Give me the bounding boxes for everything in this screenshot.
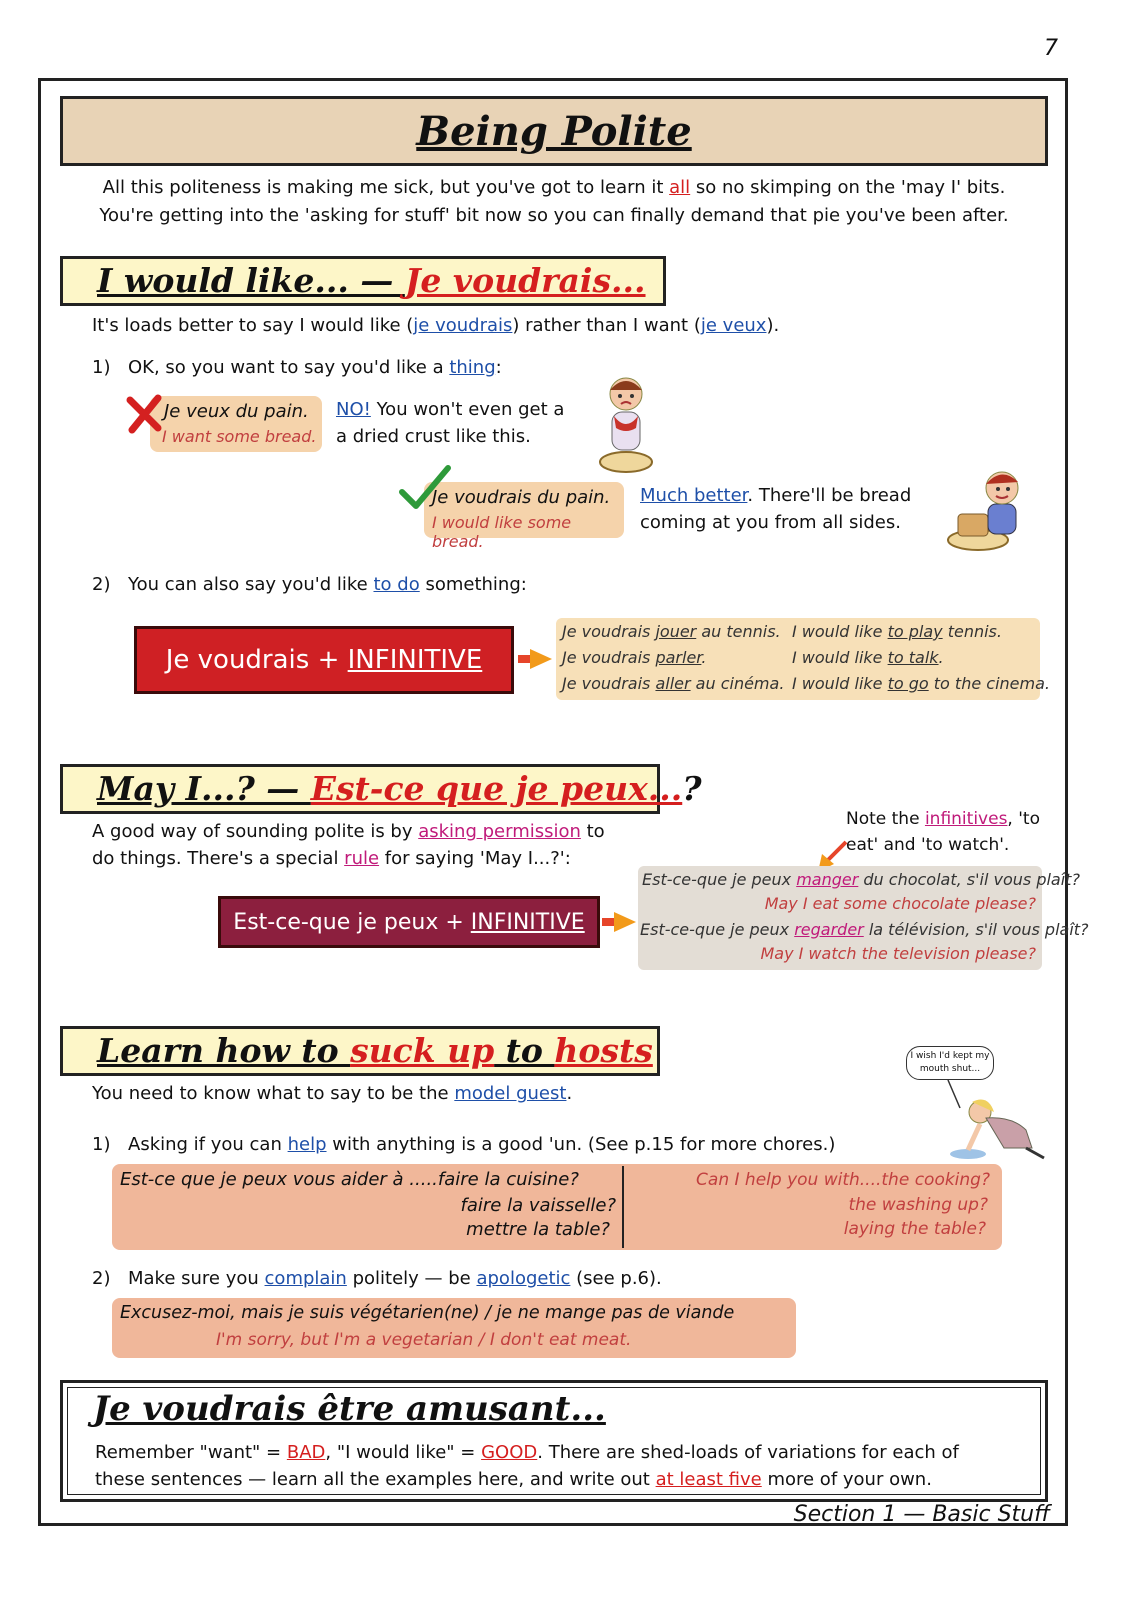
cross-icon <box>124 394 164 434</box>
t: Est-ce-que je peux <box>642 870 797 889</box>
example-fr <box>642 870 1080 889</box>
example-fr <box>640 920 1089 939</box>
section-heading-hosts <box>60 1026 660 1076</box>
good-example-box <box>424 482 624 551</box>
t: manger <box>796 870 859 889</box>
bad-example-english: I want some bread. <box>162 427 317 446</box>
t: Remember "want" = <box>95 1442 287 1463</box>
t: jouer <box>655 622 697 641</box>
t: rule <box>344 848 380 869</box>
t: regarder <box>794 920 864 939</box>
heading-part: to <box>494 1031 555 1070</box>
formula-box-peux <box>218 896 600 948</box>
t: parler <box>655 648 702 667</box>
t: Je voudrais <box>562 674 656 693</box>
example-en <box>792 648 944 667</box>
example-en <box>792 674 1050 693</box>
t: I would like <box>792 648 888 667</box>
t: I would like <box>792 622 888 641</box>
t: aller <box>655 674 691 693</box>
help-en-line: Can I help you with....the cooking? <box>696 1170 990 1190</box>
text: ) rather than I want ( <box>512 315 701 336</box>
infinitive-note-line2: eat' and 'to watch'. <box>846 835 1010 855</box>
section-heading-may-i <box>60 764 702 814</box>
heading-part: May I...? — <box>97 769 311 808</box>
example-en: May I watch the television please? <box>760 944 1036 963</box>
link-text: to do <box>373 574 420 595</box>
link-text: je voudrais <box>413 315 513 336</box>
section2-lead-line1 <box>92 818 605 845</box>
summary-line1 <box>95 1439 959 1466</box>
t: to the cinema. <box>928 674 1050 693</box>
t: Je voudrais <box>562 622 656 641</box>
intro-text <box>60 174 1048 230</box>
t: model guest <box>454 1083 567 1104</box>
heading-part: I would like... — <box>97 261 405 300</box>
point-number: 1) <box>92 1134 111 1155</box>
t: . <box>701 648 707 667</box>
formula-infinitive: INFINITIVE <box>470 909 585 935</box>
help-fr-line: mettre la table? <box>466 1219 610 1240</box>
t: politely — be <box>346 1268 477 1289</box>
arrow-right-icon <box>614 912 636 932</box>
intro-line1-c: so no skimping on the 'may I' bits. <box>690 177 1006 198</box>
t: I would like <box>792 674 888 693</box>
good-example-french: Je voudrais du pain. <box>432 487 611 508</box>
t: la télévision, s'il vous plaît? <box>863 920 1089 939</box>
intro-all: all <box>669 177 691 198</box>
link-text: thing <box>449 357 496 378</box>
t: Make sure you <box>128 1268 265 1289</box>
infinitive-note-line1 <box>846 806 1040 833</box>
crying-child-illustration <box>596 370 658 474</box>
section1-point2 <box>92 571 527 598</box>
section-heading-would-like <box>60 256 666 306</box>
heading-part: Est-ce que je peux... <box>310 769 683 808</box>
t: to play <box>887 622 943 641</box>
example-fr <box>562 674 784 693</box>
text: something: <box>419 574 527 595</box>
t: Je voudrais <box>562 648 656 667</box>
speech-bubble-text: I wish I'd kept my mouth shut... <box>910 1051 990 1074</box>
section-footer: Section 1 — Basic Stuff <box>793 1502 1050 1527</box>
heading-part: ? <box>682 769 702 808</box>
summary-heading: Je voudrais être amusant... <box>93 1389 606 1429</box>
help-fr-line: Est-ce que je peux vous aider à .....faire la cuisine? <box>120 1169 579 1190</box>
child-with-bread-illustration <box>944 464 1028 552</box>
section3-point1 <box>92 1131 835 1158</box>
bad-example-box <box>150 396 322 452</box>
help-en-line: laying the table? <box>843 1219 986 1239</box>
arrow-right-icon <box>530 649 552 669</box>
column-divider <box>622 1166 624 1248</box>
t: (see p.6). <box>570 1268 662 1289</box>
t: . There are shed-loads of variations for each of <box>537 1442 959 1463</box>
t: . <box>566 1083 573 1104</box>
may-i-examples-box <box>638 866 1089 970</box>
text: NO! <box>336 399 371 420</box>
section1-point1 <box>92 354 502 381</box>
formula-box-voudrais <box>134 626 514 694</box>
formula-text: Est-ce-que je peux + <box>233 909 464 935</box>
text: It's loads better to say I would like ( <box>92 315 414 336</box>
text: You can also say you'd like <box>128 574 374 595</box>
t: Asking if you can <box>128 1134 288 1155</box>
t: , 'to <box>1007 809 1040 829</box>
text: Much better <box>640 485 748 506</box>
point-number: 1) <box>92 357 111 378</box>
page-title: Being Polite <box>416 107 692 155</box>
checkmark-icon <box>398 464 452 512</box>
section3-lead <box>92 1080 572 1107</box>
t: for saying 'May I...?': <box>379 848 571 869</box>
t: A good way of sounding polite is by <box>92 821 419 842</box>
t: complain <box>264 1268 347 1289</box>
formula-text: Je voudrais + <box>165 645 340 675</box>
help-phrases-box <box>112 1164 1002 1250</box>
page-number: 7 <box>1044 36 1058 61</box>
bad-comment-line2: a dried crust like this. <box>336 426 531 447</box>
bad-example-french: Je veux du pain. <box>164 401 309 422</box>
formula-infinitive: INFINITIVE <box>347 645 483 675</box>
heading-part: hosts <box>554 1031 653 1070</box>
t: . <box>938 648 944 667</box>
complain-phrase-box <box>112 1298 796 1358</box>
help-en-line: the washing up? <box>848 1195 988 1215</box>
infinitive-examples-table <box>556 618 1050 700</box>
heading-part: Je voudrais... <box>404 261 646 300</box>
complain-en: I'm sorry, but I'm a vegetarian / I don't eat meat. <box>216 1330 632 1350</box>
heading-part: suck up <box>350 1031 495 1070</box>
good-comment-line1 <box>640 482 911 509</box>
text: You won't even get a <box>370 399 565 420</box>
t: au tennis. <box>696 622 781 641</box>
t: au cinéma. <box>690 674 785 693</box>
text: OK, so you want to say you'd like a <box>128 357 450 378</box>
t: more of your own. <box>761 1469 932 1490</box>
t: apologetic <box>476 1268 571 1289</box>
link-text: je veux <box>700 315 767 336</box>
example-fr <box>562 622 781 641</box>
intro-line2: You're getting into the 'asking for stuff' bit now so you can finally demand that pie you've been after. <box>99 205 1009 226</box>
t: tennis. <box>942 622 1002 641</box>
t: Est-ce-que je peux <box>640 920 795 939</box>
speech-bubble <box>906 1046 994 1080</box>
example-en <box>792 622 1002 641</box>
t: to go <box>887 674 929 693</box>
complain-fr: Excusez-moi, mais je suis végétarien(ne) / je ne mange pas de viande <box>120 1303 735 1323</box>
t: du chocolat, s'il vous plaît? <box>858 870 1080 889</box>
text: : <box>495 357 502 378</box>
example-en: May I eat some chocolate please? <box>764 894 1036 913</box>
t: do things. There's a special <box>92 848 345 869</box>
bad-comment-line1 <box>336 396 564 423</box>
t: at least five <box>655 1469 762 1490</box>
point-number: 2) <box>92 574 111 595</box>
title-banner <box>60 96 1048 166</box>
scrubbing-girl-illustration <box>934 1078 1050 1164</box>
intro-line1-a: All this politeness is making me sick, but you've got to learn it <box>102 177 670 198</box>
t: BAD <box>286 1442 326 1463</box>
t: to <box>580 821 605 842</box>
good-comment-line2: coming at you from all sides. <box>640 512 901 533</box>
t: You need to know what to say to be the <box>92 1083 455 1104</box>
t: help <box>287 1134 327 1155</box>
t: to talk <box>887 648 939 667</box>
t: , "I would like" = <box>325 1442 482 1463</box>
heading-part: Learn how to <box>97 1031 351 1070</box>
t: these sentences — learn all the examples here, and write out <box>95 1469 656 1490</box>
section1-lead <box>92 312 779 339</box>
section2-lead-line2 <box>92 845 571 872</box>
t: GOOD <box>481 1442 538 1463</box>
summary-box <box>60 1380 1048 1502</box>
good-example-english: I would like some bread. <box>432 513 572 551</box>
example-fr <box>562 648 706 667</box>
text: ). <box>766 315 780 336</box>
t: infinitives <box>924 809 1008 829</box>
t: with anything is a good 'un. (See p.15 for more chores.) <box>326 1134 836 1155</box>
summary-line2 <box>95 1466 932 1493</box>
help-fr-line: faire la vaisselle? <box>460 1195 616 1216</box>
t: Note the <box>846 809 925 829</box>
text: . There'll be bread <box>747 485 912 506</box>
section3-point2 <box>92 1265 662 1292</box>
point-number: 2) <box>92 1268 111 1289</box>
t: asking permission <box>418 821 581 842</box>
